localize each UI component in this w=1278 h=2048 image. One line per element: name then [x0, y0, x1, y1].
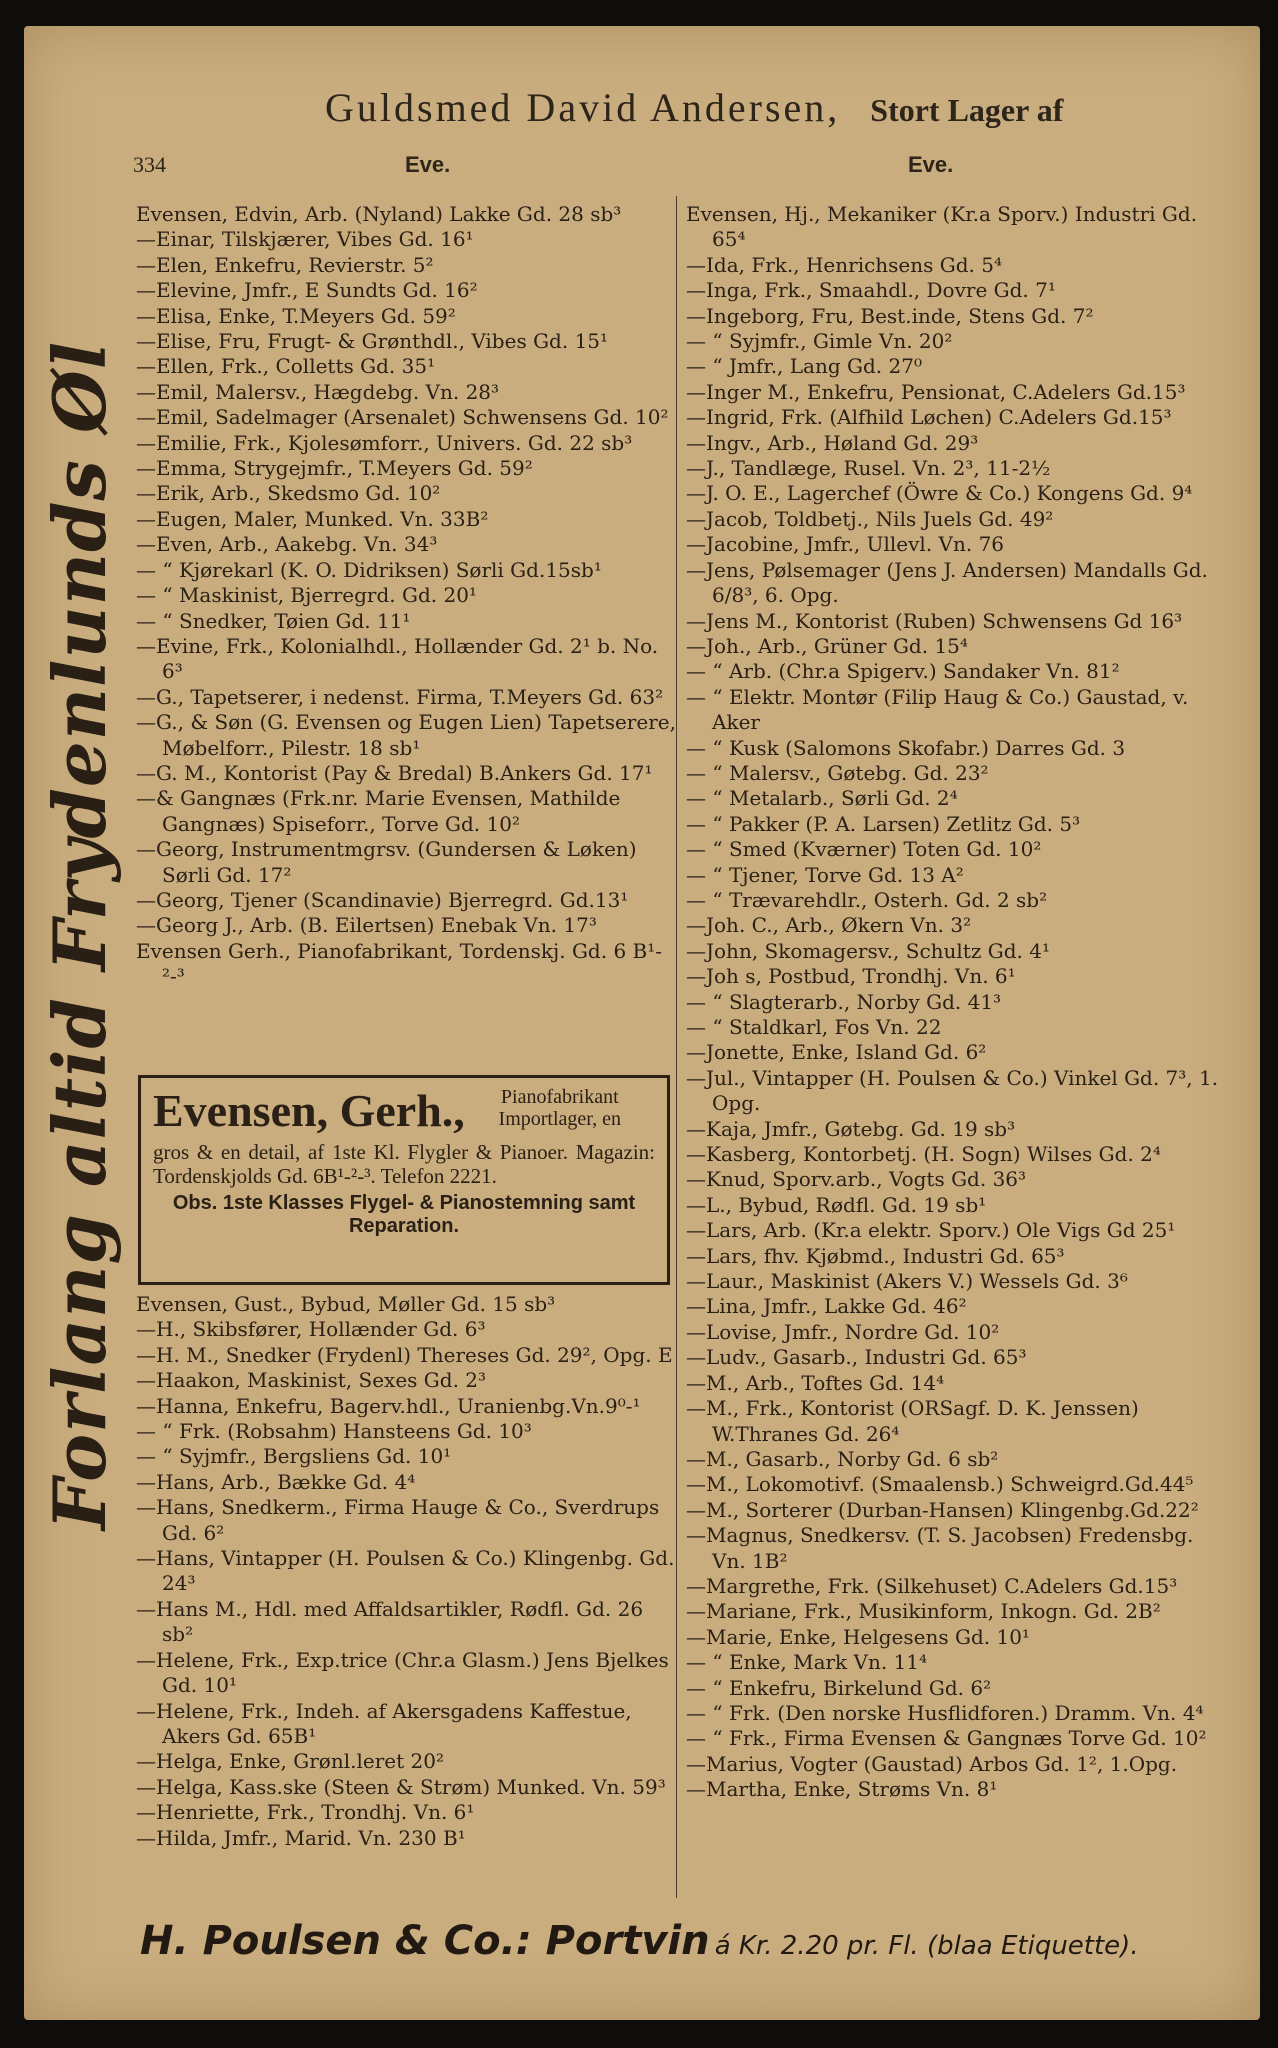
directory-entry: —Jacobine, Jmfr., Ullevl. Vn. 76 — [686, 532, 1005, 557]
directory-entry: —Martha, Enke, Strøms Vn. 8¹ — [686, 1777, 998, 1802]
directory-entry: —Ingv., Arb., Høland Gd. 29³ — [686, 430, 979, 455]
directory-entry: —Ida, Frk., Henrichsens Gd. 5⁴ — [686, 252, 1003, 277]
directory-entry: — “ Frk. (Den norske Husflidforen.) Dramm. Vn. 4⁴ — [686, 1700, 1204, 1725]
directory-entry: — “ Frk., Firma Evensen & Gangnæs Torve Gd. 10² — [686, 1726, 1207, 1751]
directory-entry: —Jul., Vintapper (H. Poulsen & Co.) Vinkel Gd. 7³, 1. Opg. — [686, 1065, 1219, 1116]
directory-entry: — “ Syjmfr., Bergsliens Gd. 10¹ — [136, 1444, 452, 1469]
directory-entry: —Hans, Arb., Bække Gd. 4⁴ — [136, 1469, 416, 1494]
directory-entry: — “ Pakker (P. A. Larsen) Zetlitz Gd. 5³ — [686, 811, 1081, 836]
directory-entry: —G. M., Kontorist (Pay & Bredal) B.Ankers Gd. 17¹ — [136, 760, 653, 785]
directory-entry: — “ Smed (Kværner) Toten Gd. 10² — [686, 837, 1042, 862]
directory-entry: —Emilie, Frk., Kjolesømforr., Univers. Gd. 22 sb³ — [136, 430, 633, 455]
directory-entry: — “ Slagterarb., Norby Gd. 41³ — [686, 989, 1002, 1014]
directory-entry: —Elen, Enkefru, Revierstr. 5² — [136, 252, 434, 277]
directory-entry: —M., Sorterer (Durban-Hansen) Klingenbg.Gd.22² — [686, 1497, 1199, 1522]
header-advertisement — [325, 84, 1205, 144]
directory-entry: —Elevine, Jmfr., E Sundts Gd. 16² — [136, 278, 478, 303]
directory-entry: —Even, Arb., Aakebg. Vn. 34³ — [136, 532, 438, 557]
directory-entry: —Eugen, Maler, Munked. Vn. 33B² — [136, 506, 489, 531]
right-column-heading: Eve. — [908, 152, 954, 177]
directory-entry: —Inger M., Enkefru, Pensionat, C.Adelers Gd.15³ — [686, 379, 1186, 404]
directory-entry: — “ Jmfr., Lang Gd. 27⁰ — [686, 354, 922, 379]
directory-entry: —Joh., Arb., Grüner Gd. 15⁴ — [686, 633, 968, 658]
directory-entry: —Margrethe, Frk. (Silkehuset) C.Adelers Gd.15³ — [686, 1573, 1178, 1598]
directory-entry: —Marius, Vogter (Gaustad) Arbos Gd. 1², 1.Opg. — [686, 1751, 1178, 1776]
directory-entry: —Jonette, Enke, Island Gd. 6² — [686, 1040, 987, 1065]
directory-entry: — “ Enke, Mark Vn. 11⁴ — [686, 1650, 928, 1675]
directory-entry: —G., & Søn (G. Evensen og Eugen Lien) Tapetserere, Møbelforr., Pilestr. 18 sb¹ — [136, 710, 676, 760]
directory-entry: —Hanna, Enkefru, Bagerv.hdl., Uranienbg.Vn.9⁰-¹ — [136, 1393, 641, 1418]
directory-entry: — “ Arb. (Chr.a Spigerv.) Sandaker Vn. 81² — [686, 659, 1120, 684]
directory-entry: Evensen Gerh., Pianofabrikant, Tordenskj. Gd. 6 B¹-²-³ — [136, 938, 662, 989]
directory-entry: —John, Skomagersv., Schultz Gd. 4¹ — [686, 938, 1050, 963]
directory-entry: —& Gangnæs (Frk.nr. Marie Evensen, Mathilde Gangnæs) Spiseforr., Torve Gd. 10² — [136, 786, 621, 836]
directory-entry: —Ellen, Frk., Colletts Gd. 35¹ — [136, 354, 436, 379]
directory-entry: — “ Kjørekarl (K. O. Didriksen) Sørli Gd.15sb¹ — [136, 557, 602, 582]
directory-entry: —Emma, Strygejmfr., T.Meyers Gd. 59² — [136, 456, 533, 481]
directory-entry: — “ Elektr. Montør (Filip Haug & Co.) Gaustad, v. Aker — [686, 684, 1189, 735]
left-column-heading: Eve. — [405, 152, 451, 177]
directory-entry: —Hans, Vintapper (H. Poulsen & Co.) Klingenbg. Gd. 24³ — [136, 1546, 675, 1596]
footer-ad-tail: á Kr. 2.20 pr. Fl. (blaa Etiquette). — [714, 1931, 1139, 1961]
directory-entry: —Helene, Frk., Indeh. af Akersgadens Kaffestue, Akers Gd. 65B¹ — [136, 1698, 632, 1748]
directory-entry: —Jens, Pølsemager (Jens J. Andersen) Mandalls Gd. 6/8³, 6. Opg. — [686, 557, 1208, 608]
directory-entry: —M., Gasarb., Norby Gd. 6 sb² — [686, 1446, 999, 1471]
directory-entry: —Ludv., Gasarb., Industri Gd. 65³ — [686, 1345, 1027, 1370]
directory-entry: —Evine, Frk., Kolonialhdl., Hollænder Gd. 2¹ b. No. 6³ — [136, 633, 659, 684]
directory-entry: —Mariane, Frk., Musikinform, Inkogn. Gd. 2B² — [686, 1599, 1161, 1624]
directory-entry: —G., Tapetserer, i nedenst. Firma, T.Meyers Gd. 63² — [136, 684, 664, 709]
page-number: 334 — [133, 152, 166, 177]
directory-entry: —H., Skibsfører, Hollænder Gd. 6³ — [136, 1317, 486, 1342]
directory-entry: —Einar, Tilskjærer, Vibes Gd. 16¹ — [136, 227, 474, 252]
directory-entry: —Elisa, Enke, T.Meyers Gd. 59² — [136, 303, 456, 328]
directory-entry: — “ Syjmfr., Gimle Vn. 20² — [686, 329, 953, 354]
directory-entry: —M., Arb., Toftes Gd. 14⁴ — [686, 1370, 945, 1395]
directory-entry: —Kaja, Jmfr., Gøtebg. Gd. 19 sb³ — [686, 1116, 1016, 1141]
directory-entry: —Henriette, Frk., Trondhj. Vn. 6¹ — [136, 1800, 475, 1825]
footer-advertisement — [140, 1918, 1220, 1970]
directory-entry: —Georg, Instrumentmgrsv. (Gundersen & Løken) Sørli Gd. 17² — [136, 837, 637, 887]
directory-entry: —H. M., Snedker (Frydenl) Thereses Gd. 29², Opg. E — [136, 1342, 673, 1367]
directory-entry: —Emil, Malersv., Hægdebg. Vn. 28³ — [136, 379, 500, 404]
directory-entry: —Helene, Frk., Exp.trice (Chr.a Glasm.) Jens Bjelkes Gd. 10¹ — [136, 1647, 669, 1698]
directory-entry: —Lars, Arb. (Kr.a elektr. Sporv.) Ole Vigs Gd 25¹ — [686, 1218, 1176, 1243]
directory-entry: —Georg J., Arb. (B. Eilertsen) Enebak Vn. 17³ — [136, 913, 597, 938]
directory-entry: —Ingeborg, Fru, Best.inde, Stens Gd. 7² — [686, 303, 1094, 328]
directory-entry: — “ Snedker, Tøien Gd. 11¹ — [136, 608, 411, 633]
directory-entry: — “ Metalarb., Sørli Gd. 2⁴ — [686, 786, 958, 811]
directory-entry: — “ Frk. (Robsahm) Hansteens Gd. 10³ — [136, 1419, 532, 1444]
directory-entry: —M., Frk., Kontorist (ORSagf. D. K. Jenssen) W.Thranes Gd. 26⁴ — [686, 1396, 1139, 1446]
box-ad-name: Evensen, Gerh., — [153, 1085, 465, 1136]
column-divider — [676, 196, 677, 1898]
directory-entry: —Hans M., Hdl. med Affaldsartikler, Rødfl. Gd. 26 sb² — [136, 1596, 644, 1647]
directory-entry: —J., Tandlæge, Rusel. Vn. 2³, 11-2½ — [686, 456, 1051, 481]
directory-entry: Evensen, Hj., Mekaniker (Kr.a Sporv.) Industri Gd. 65⁴ — [686, 202, 1198, 252]
directory-entry: —Ingrid, Frk. (Alfhild Løchen) C.Adelers Gd.15³ — [686, 405, 1172, 430]
directory-entry: —Georg, Tjener (Scandinavie) Bjerregrd. Gd.13¹ — [136, 887, 629, 912]
left-column-entries-2 — [136, 1292, 676, 1851]
directory-entry: —J. O. E., Lagerchef (Öwre & Co.) Kongens Gd. 9⁴ — [686, 481, 1193, 506]
directory-entry: —Erik, Arb., Skedsmo Gd. 10² — [136, 481, 441, 506]
directory-entry: —Hilda, Jmfr., Marid. Vn. 230 B¹ — [136, 1825, 466, 1850]
directory-entry: —Lars, fhv. Kjøbmd., Industri Gd. 65³ — [686, 1243, 1065, 1268]
box-ad-description: gros & en detail, af 1ste Kl. Flygler & Pianoer. Magazin: Tordenskjolds Gd. 6B¹-²-³. Telefon 2221. — [153, 1140, 655, 1188]
directory-entry: —Helga, Kass.ske (Steen & Strøm) Munked. Vn. 59³ — [136, 1774, 666, 1799]
boxed-advertisement — [138, 1075, 670, 1285]
directory-entry: Evensen, Edvin, Arb. (Nyland) Lakke Gd. 28 sb³ — [136, 202, 622, 226]
directory-entry: —L., Bybud, Rødfl. Gd. 19 sb¹ — [686, 1192, 987, 1217]
directory-entry: — “ Enkefru, Birkelund Gd. 6² — [686, 1675, 992, 1700]
directory-entry: — “ Maskinist, Bjerregrd. Gd. 20¹ — [136, 583, 477, 608]
directory-entry: —Hans, Snedkerm., Firma Hauge & Co., Sverdrups Gd. 6² — [136, 1495, 660, 1545]
directory-entry: —Kasberg, Kontorbetj. (H. Sogn) Wilses Gd. 2⁴ — [686, 1142, 1161, 1167]
directory-entry: — “ Tjener, Torve Gd. 13 A² — [686, 862, 964, 887]
directory-entry: —Helga, Enke, Grønl.leret 20² — [136, 1749, 444, 1774]
directory-entry: —M., Lokomotivf. (Smaalensb.) Schweigrd.Gd.44⁵ — [686, 1472, 1194, 1497]
directory-entry: —Laur., Maskinist (Akers V.) Wessels Gd. 3⁶ — [686, 1269, 1128, 1294]
directory-entry: —Inga, Frk., Smaahdl., Dovre Gd. 7¹ — [686, 278, 1056, 303]
directory-entry: — “ Kusk (Salomons Skofabr.) Darres Gd. 3 — [686, 735, 1126, 760]
directory-entry: —Magnus, Snedkersv. (T. S. Jacobsen) Fredensbg. Vn. 1B² — [686, 1523, 1194, 1573]
directory-entry: — “ Staldkarl, Fos Vn. 22 — [686, 1015, 942, 1039]
directory-entry: —Jens M., Kontorist (Ruben) Schwensens Gd 16³ — [686, 608, 1183, 633]
directory-entry: —Haakon, Maskinist, Sexes Gd. 2³ — [136, 1368, 487, 1393]
directory-entry: —Marie, Enke, Helgesens Gd. 10¹ — [686, 1624, 1030, 1649]
directory-entry: —Joh s, Postbud, Trondhj. Vn. 6¹ — [686, 964, 1016, 989]
directory-entry: —Emil, Sadelmager (Arsenalet) Schwensens Gd. 10² — [136, 405, 669, 430]
directory-entry: —Jacob, Toldbetj., Nils Juels Gd. 49² — [686, 506, 1054, 531]
directory-entry: —Knud, Sporv.arb., Vogts Gd. 36³ — [686, 1167, 1027, 1192]
directory-entry: —Lina, Jmfr., Lakke Gd. 46² — [686, 1294, 967, 1319]
directory-entry: —Lovise, Jmfr., Nordre Gd. 10² — [686, 1319, 1000, 1344]
header-ad-tail: Stort Lager af — [870, 92, 1064, 128]
directory-entry: —Elise, Fru, Frugt- & Grønthdl., Vibes Gd. 15¹ — [136, 329, 609, 354]
side-advertisement: Forlang altid Frydenlunds Øl — [37, 340, 122, 1530]
directory-entry: — “ Malersv., Gøtebg. Gd. 23² — [686, 760, 989, 785]
footer-ad-main: H. Poulsen & Co.: Portvin — [140, 1918, 710, 1964]
right-column-entries — [686, 202, 1224, 1803]
left-column-entries — [136, 202, 676, 990]
header-ad-main: Guldsmed David Andersen, — [325, 85, 841, 130]
box-ad-tag: Pianofabrikant Importlager, en — [498, 1086, 622, 1130]
directory-entry: — “ Trævarehdlr., Osterh. Gd. 2 sb² — [686, 887, 1048, 912]
directory-entry: —Joh. C., Arb., Økern Vn. 3² — [686, 913, 972, 938]
box-ad-obs: Obs. 1ste Klasses Flygel- & Pianostemning samt Reparation. — [172, 1192, 636, 1237]
directory-entry: Evensen, Gust., Bybud, Møller Gd. 15 sb³ — [136, 1292, 556, 1316]
